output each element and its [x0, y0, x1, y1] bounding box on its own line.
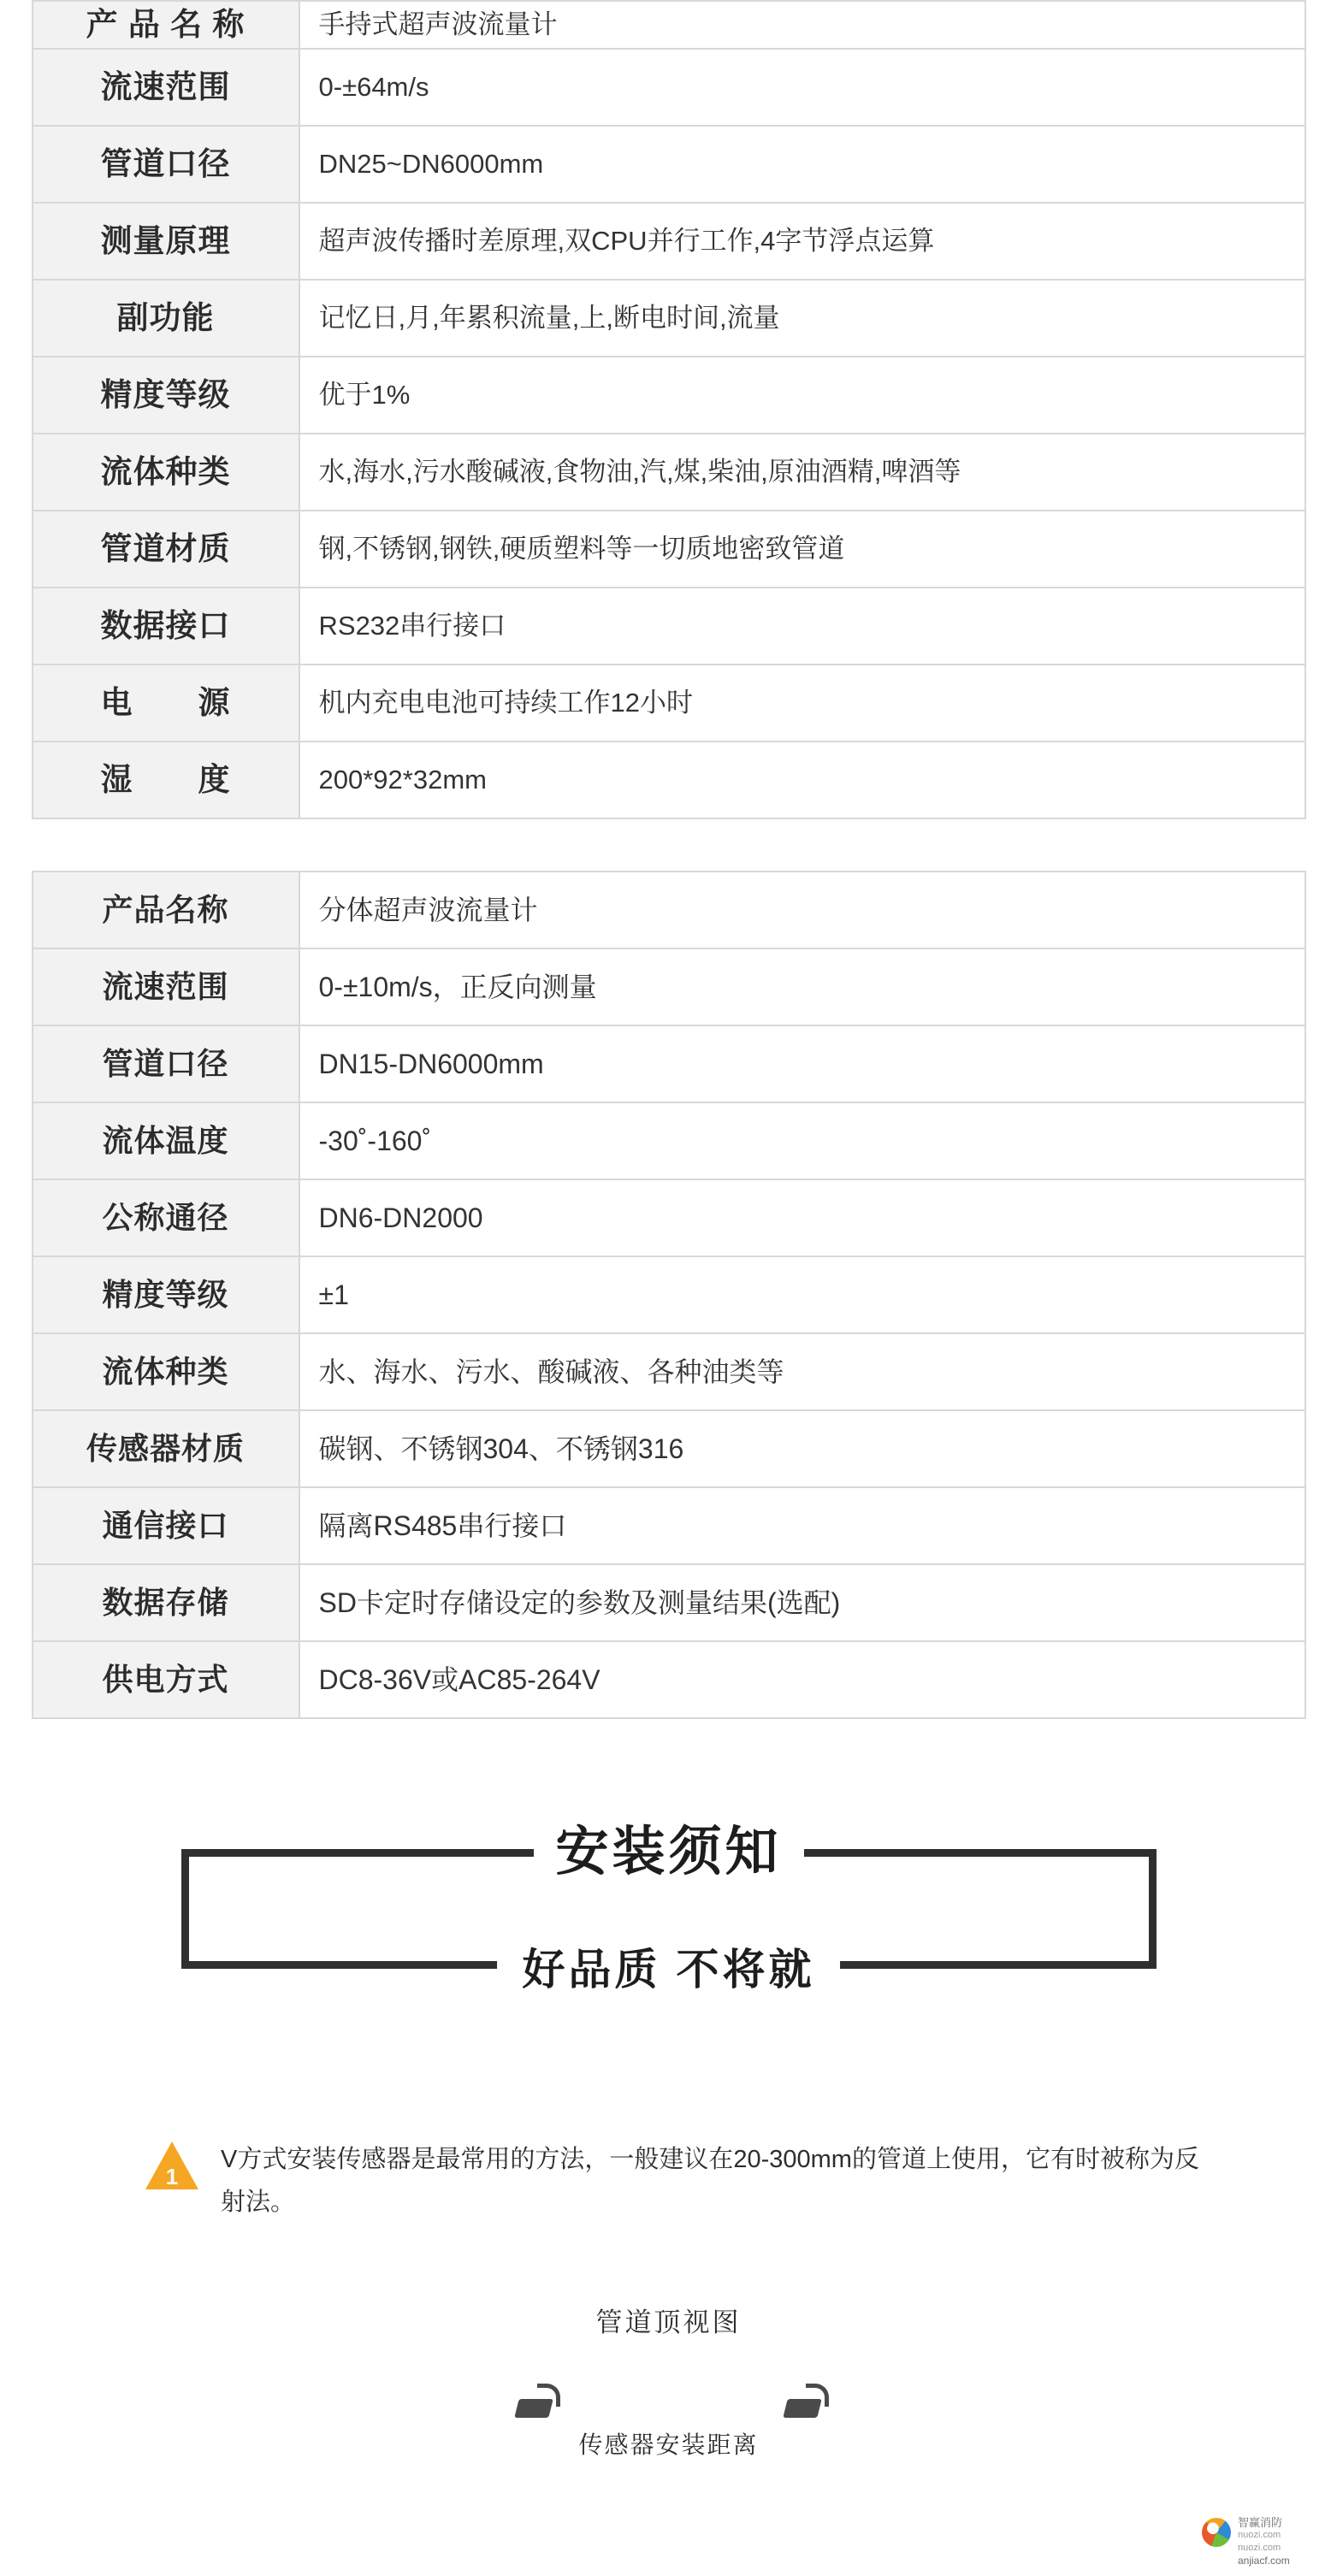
spec-key: 流体种类: [33, 434, 299, 511]
spec-key: 精度等级: [33, 357, 299, 434]
spec-key: 湿 度: [33, 741, 299, 818]
table-row: [33, 203, 1305, 280]
spec-key: 副功能: [33, 280, 299, 357]
table-row: [33, 1102, 1305, 1179]
note-text: V方式安装传感器是最常用的方法，一般建议在20-300mm的管道上使用，它有时被称为反射法。: [221, 2146, 1199, 2216]
table-row: [33, 1564, 1305, 1641]
spec-key: 数据存储: [33, 1564, 299, 1641]
table-row: [33, 948, 1305, 1025]
spec-value: -30˚-160˚: [299, 1102, 1305, 1179]
table-row: [33, 280, 1305, 357]
watermark: [1202, 2516, 1322, 2567]
spec-key: 数据接口: [33, 588, 299, 665]
table-row: [33, 434, 1305, 511]
spec-key: 管道材质: [33, 511, 299, 588]
watermark-line-4: anjiacf.com: [1238, 2555, 1290, 2567]
spec-value: DN6-DN2000: [299, 1179, 1305, 1256]
watermark-line-3: nuozi.com: [1238, 2543, 1281, 2553]
table-row: [33, 588, 1305, 665]
spec-value: 分体超声波流量计: [299, 871, 1305, 948]
spec-value: 机内充电电池可持续工作12小时: [299, 665, 1305, 741]
spec-value: 碳钢、不锈钢304、不锈钢316: [299, 1410, 1305, 1487]
table-row: [33, 871, 1305, 948]
spec-value: 记忆日,月,年累积流量,上,断电时间,流量: [299, 280, 1305, 357]
spec-key: 精度等级: [33, 1256, 299, 1333]
table-row: [33, 511, 1305, 588]
watermark-lines: [1238, 2516, 1322, 2567]
spec-key: 传感器材质: [33, 1410, 299, 1487]
spec-key: 测量原理: [33, 203, 299, 280]
install-note: [0, 2138, 1337, 2224]
spec-value: 超声波传播时差原理,双CPU并行工作,4字节浮点运算: [299, 203, 1305, 280]
sensor-icon-left: [512, 2387, 558, 2425]
sensor-body-shape: [783, 2399, 821, 2418]
spec-key: 流速范围: [33, 948, 299, 1025]
spec-value: 手持式超声波流量计: [299, 1, 1305, 49]
note-number: 1: [165, 2164, 179, 2189]
spec-value: DC8-36V或AC85-264V: [299, 1641, 1305, 1718]
table-row: [33, 665, 1305, 741]
spec-key: 流体种类: [33, 1333, 299, 1410]
table-row: [33, 1410, 1305, 1487]
table-row: [33, 49, 1305, 126]
spec-value: ±1: [299, 1256, 1305, 1333]
watermark-line-2: nuozi.com: [1238, 2530, 1281, 2540]
spec-value: SD卡定时存储设定的参数及测量结果(选配): [299, 1564, 1305, 1641]
spec-key: 供电方式: [33, 1641, 299, 1718]
spec-key: 电 源: [33, 665, 299, 741]
spec-value: 隔离RS485串行接口: [299, 1487, 1305, 1564]
spec-key: 产 品 名 称: [33, 1, 299, 49]
table-row: [33, 1256, 1305, 1333]
spec-key: 管道口径: [33, 1025, 299, 1102]
spec-value: 水,海水,污水酸碱液,食物油,汽,煤,柴油,原油酒精,啤酒等: [299, 434, 1305, 511]
sensor-icon-right: [780, 2387, 826, 2425]
table-row: [33, 1487, 1305, 1564]
table-row: [33, 1333, 1305, 1410]
sensor-pair: [481, 2387, 857, 2464]
diagram-title: 管道顶视图: [595, 2307, 742, 2337]
spec-value: 水、海水、污水、酸碱液、各种油类等: [299, 1333, 1305, 1410]
spec-value: RS232串行接口: [299, 588, 1305, 665]
spec-table-handheld: [32, 0, 1306, 819]
page-subtitle: 好品质 不将就: [497, 1941, 841, 1998]
table-row: [33, 741, 1305, 818]
table-row: [33, 1, 1305, 49]
brand-logo-icon: [1202, 2518, 1231, 2547]
spec-value: 钢,不锈钢,钢铁,硬质塑料等一切质地密致管道: [299, 511, 1305, 588]
table-divider: [0, 819, 1337, 871]
spec-value: 优于1%: [299, 357, 1305, 434]
spec-table-split-type: [32, 871, 1306, 1719]
spec-value: 200*92*32mm: [299, 741, 1305, 818]
spec-value: DN15-DN6000mm: [299, 1025, 1305, 1102]
sensor-body-shape: [514, 2399, 553, 2418]
watermark-line-1: 智赢消防: [1238, 2516, 1283, 2529]
table-row: [33, 126, 1305, 203]
spec-key: 通信接口: [33, 1487, 299, 1564]
diagram-body: [0, 2387, 1337, 2490]
spec-key: 流速范围: [33, 49, 299, 126]
spec-table-1-wrapper: [0, 0, 1337, 819]
pipe-top-view-diagram: [0, 2301, 1337, 2490]
spec-value: DN25~DN6000mm: [299, 126, 1305, 203]
table-row: [33, 1641, 1305, 1718]
table-row: [33, 1025, 1305, 1102]
table-row: [33, 1179, 1305, 1256]
spec-key: 公称通径: [33, 1179, 299, 1256]
warning-triangle-icon: [145, 2142, 198, 2189]
spec-key: 管道口径: [33, 126, 299, 203]
spec-value: 0-±10m/s，正反向测量: [299, 948, 1305, 1025]
sensor-distance-label: 传感器安装距离: [578, 2431, 759, 2458]
spec-value: 0-±64m/s: [299, 49, 1305, 126]
table-row: [33, 357, 1305, 434]
spec-key: 产品名称: [33, 871, 299, 948]
spec-key: 流体温度: [33, 1102, 299, 1179]
section-title-block: [0, 1823, 1337, 2035]
page-title: 安装须知: [533, 1820, 803, 1885]
title-frame: [181, 1823, 1157, 1994]
